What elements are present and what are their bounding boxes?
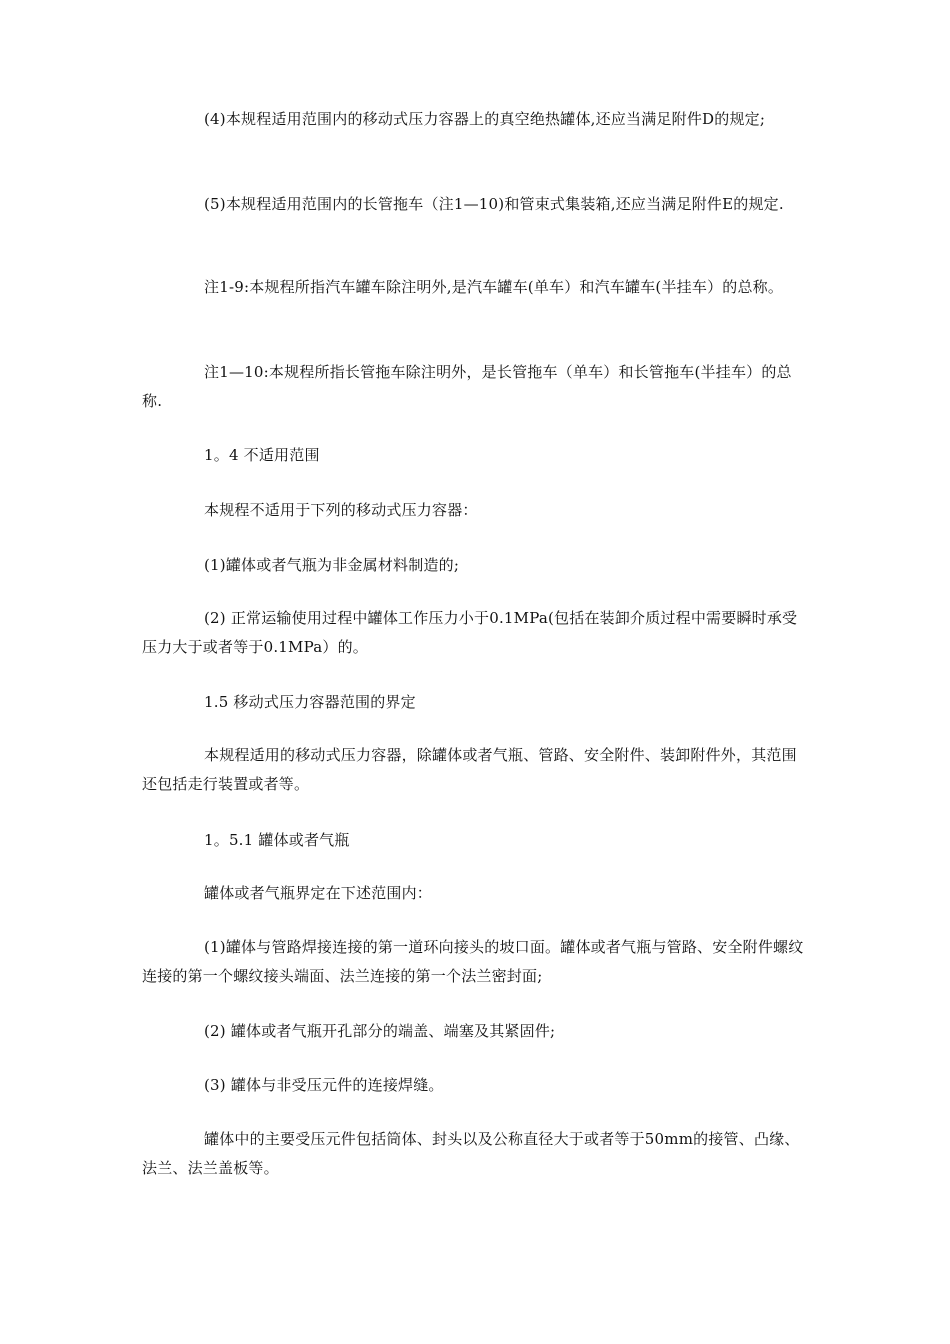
paragraph-main-pressure-parts: 罐体中的主要受压元件包括筒体、封头以及公称直径大于或者等于50mm的接管、凸缘、法兰、法兰盖板等。	[142, 1130, 800, 1177]
note-1-10: 注1—10:本规程所指长管拖车除注明外，是长管拖车（单车）和长管拖车(半挂车）的总称.	[142, 363, 792, 410]
list-item-end-caps: (2) 罐体或者气瓶开孔部分的端盖、端塞及其紧固件;	[204, 1022, 556, 1040]
section-heading-1-5-1: 1。5.1 罐体或者气瓶	[204, 831, 350, 849]
paragraph-tank-boundary-intro: 罐体或者气瓶界定在下述范围内：	[204, 884, 433, 902]
section-heading-1-4: 1。4 不适用范围	[204, 446, 320, 464]
list-item-non-metallic: (1)罐体或者气瓶为非金属材料制造的;	[204, 556, 460, 574]
list-item-attachment-welds: (3) 罐体与非受压元件的连接焊缝。	[204, 1076, 444, 1094]
list-item-low-pressure: (2) 正常运输使用过程中罐体工作压力小于0.1MPa(包括在装卸介质过程中需要瞬时承受压力大于或者等于0.1MPa）的。	[142, 609, 798, 656]
section-heading-1-5: 1.5 移动式压力容器范围的界定	[204, 693, 416, 711]
list-item-welded-connection: (1)罐体与管路焊接连接的第一道环向接头的坡口面。罐体或者气瓶与管路、安全附件螺纹连接的第一个螺纹接头端面、法兰连接的第一个法兰密封面;	[142, 938, 804, 985]
paragraph-vacuum-insulated-tank: (4)本规程适用范围内的移动式压力容器上的真空绝热罐体,还应当满足附件D的规定;	[204, 110, 766, 128]
note-1-9: 注1-9:本规程所指汽车罐车除注明外,是汽车罐车(单车）和汽车罐车(半挂车）的总称。	[204, 278, 784, 296]
paragraph-tube-trailer: (5)本规程适用范围内的长管拖车（注1—10)和管束式集装箱,还应当满足附件E的规定.	[204, 195, 784, 213]
paragraph-not-applicable-intro: 本规程不适用于下列的移动式压力容器：	[204, 501, 478, 519]
paragraph-scope-definition: 本规程适用的移动式压力容器，除罐体或者气瓶、管路、安全附件、装卸附件外，其范围还包括走行装置或者等。	[142, 746, 797, 793]
